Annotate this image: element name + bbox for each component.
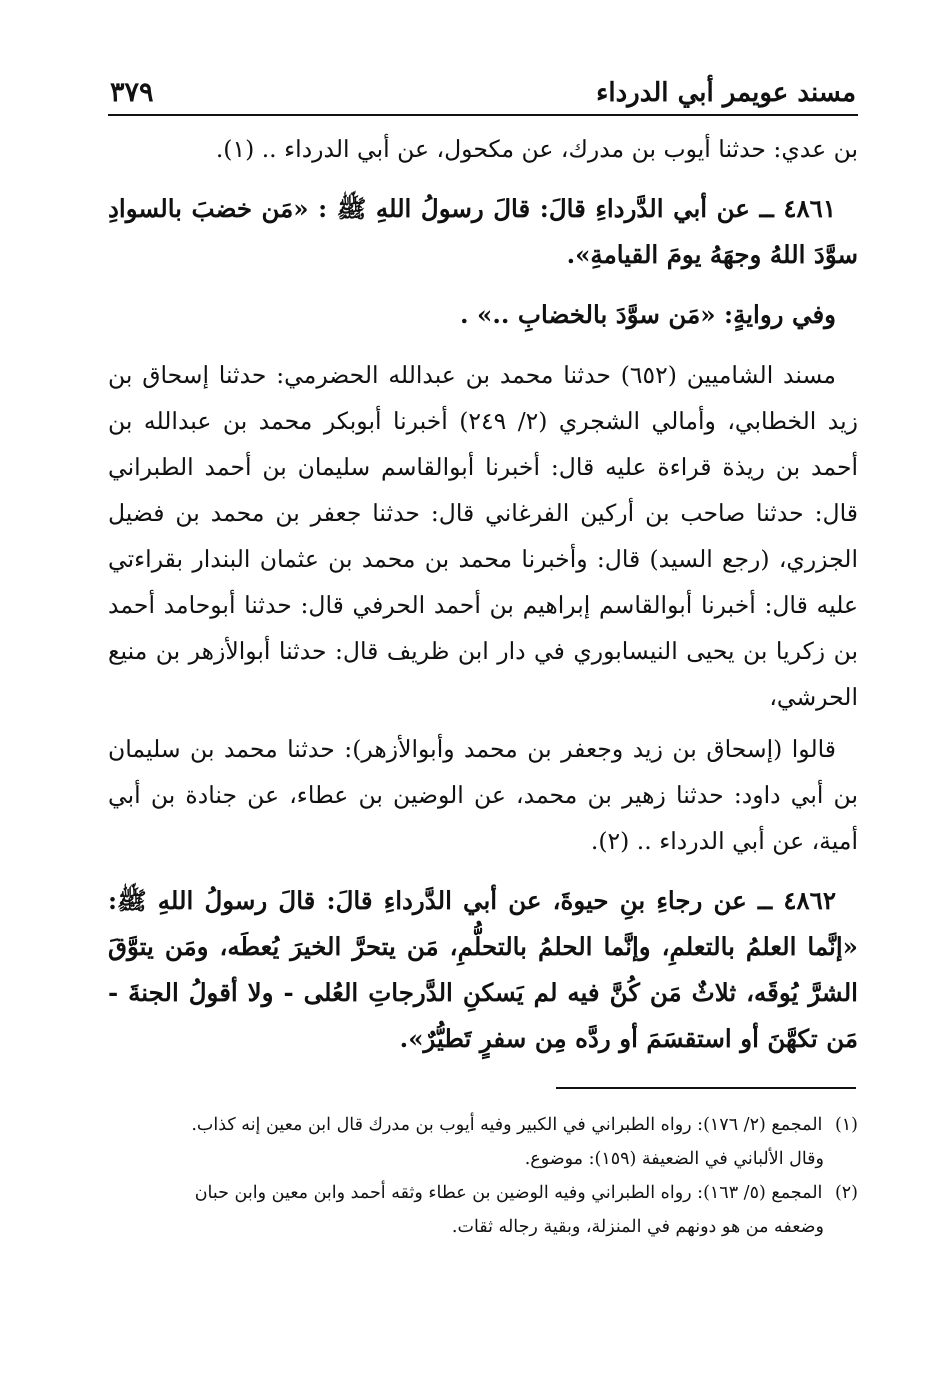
- running-header: [108, 70, 858, 116]
- footnote-2-continuation: وضعفه من هو دونهم في المنزلة، وبقية رجاله ثقات.: [451, 1217, 824, 1237]
- continuation-line: بن عدي: حدثنا أيوب بن مدرك، عن مكحول، عن أبي الدرداء .. (١).: [215, 135, 858, 163]
- hadith-4861: ٤٨٦١ ــ عن أبي الدَّرداءِ قالَ: قالَ رسولُ اللهِ ﷺ : «مَن خضبَ بالسوادِ سوَّدَ اللهُ وجهَهُ يومَ القيامةِ».: [108, 194, 858, 269]
- footnote-separator: [556, 1087, 856, 1089]
- footnote-1-continuation: وقال الألباني في الضعيفة (١٥٩): موضوع.: [524, 1149, 824, 1169]
- main-text: [108, 126, 858, 1062]
- hadith-4862: ٤٨٦٢ ــ عن رجاءِ بنِ حيوةَ، عن أبي الدَّرداءِ قالَ: قالَ رسولُ اللهِ ﷺ: «إنَّما العلمُ بالتعلمِ، وإنَّما الحلمُ بالتحلُّمِ، مَن يتحرَّ الخيرَ يُعطَه، ومَن يتوَّقَ الشرَّ يُوقَه، ثلاثٌ مَن كُنَّ فيه لم يَسكنِ الدَّرجاتِ العُلى - ولا أقولُ الجنةَ - مَن تكهَّنَ أو استقسَمَ أو ردَّه مِن سفرٍ تَطيُّرٌ».: [108, 886, 858, 1053]
- footnote-2: [108, 1176, 858, 1244]
- footnote-1: [108, 1108, 858, 1176]
- footnote-1-text: المجمع (٢/ ١٧٦): رواه الطبراني في الكبير وفيه أيوب بن مدرك قال ابن معين إنه كذاب.: [191, 1115, 823, 1135]
- footnote-1-number: (١): [834, 1115, 858, 1135]
- footnote-2-number: (٢): [834, 1183, 858, 1203]
- footnotes: [108, 1108, 858, 1244]
- page: [108, 70, 858, 1062]
- hadith-4861-riwaya: وفي روايةٍ: «مَن سوَّدَ بالخضابِ ..» .: [459, 300, 836, 329]
- sanad-paragraph: مسند الشاميين (٦٥٢) حدثنا محمد بن عبدالله الحضرمي: حدثنا إسحاق بن زيد الخطابي، وأمالي الشجري (٢/ ٢٤٩) أخبرنا أبوبكر محمد بن عبدالله بن أحمد بن ريذة قراءة عليه قال: أخبرنا أبوالقاسم سليمان بن أحمد الطبراني قال: حدثنا صاحب بن أركين الفرغاني قال: حدثنا جعفر بن محمد بن فضيل الجزري، (رجع السيد) قال: وأخبرنا محمد بن محمد بن عثمان البندار بقراءتي عليه قال: أخبرنا أبوالقاسم إبراهيم بن أحمد الحرفي قال: حدثنا أبوحامد أحمد بن زكريا بن يحيى النيسابوري في دار ابن ظريف قال: حدثنا أبوالأزهر بن منيع الحرشي،: [108, 361, 858, 711]
- footnote-2-text: المجمع (٥/ ١٦٣): رواه الطبراني وفيه الوضين بن عطاء وثقه أحمد وابن معين وابن حبان: [194, 1183, 823, 1203]
- page-number: ٣٧٩: [110, 77, 154, 108]
- qalu-paragraph: قالوا (إسحاق بن زيد وجعفر بن محمد وأبوالأزهر): حدثنا محمد بن سليمان بن أبي داود: حدثنا زهير بن محمد، عن الوضين بن عطاء، عن جنادة بن أبي أمية، عن أبي الدرداء .. (٢).: [108, 735, 858, 855]
- header-title: مسند عويمر أبي الدرداء: [596, 78, 856, 108]
